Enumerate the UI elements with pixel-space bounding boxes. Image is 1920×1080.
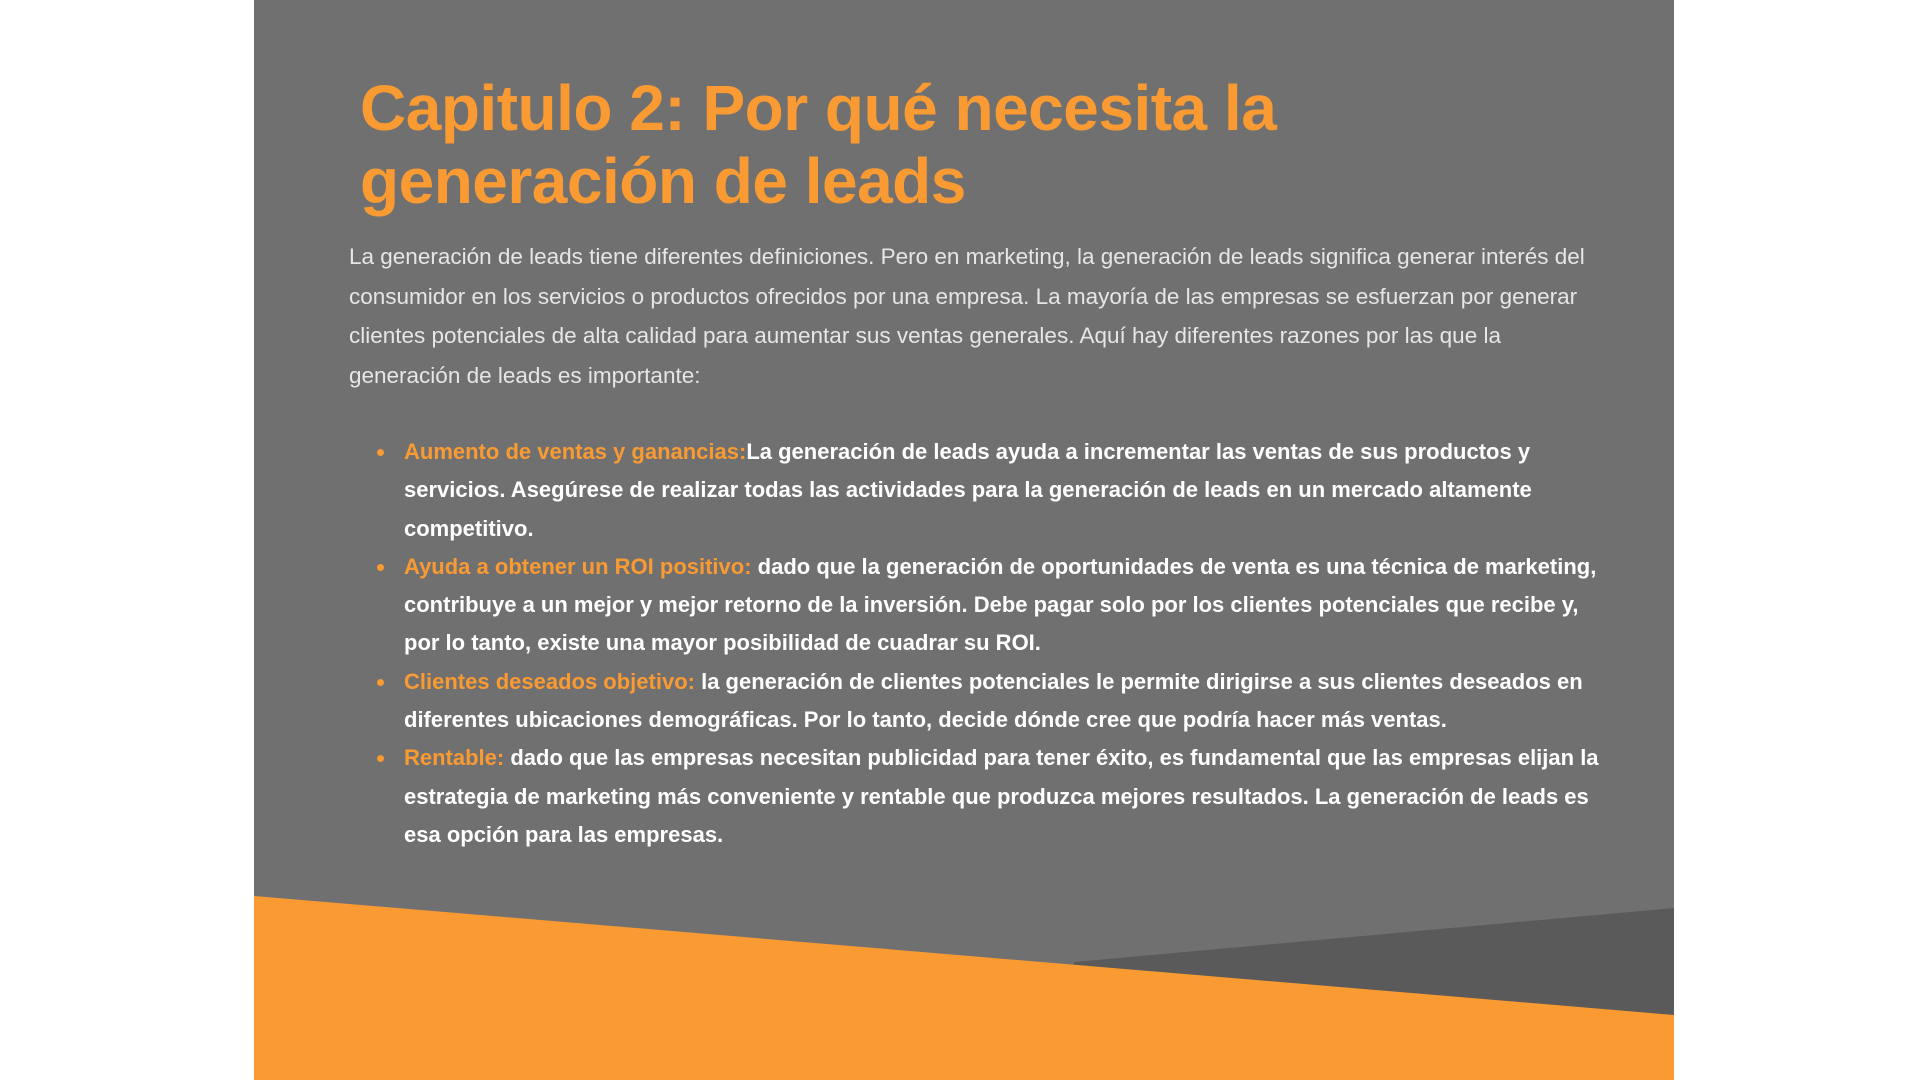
bullet-dot-icon [377, 449, 384, 456]
list-item [349, 548, 1599, 663]
bullet-heading: Rentable: [404, 745, 505, 771]
chapter-title: Capitulo 2: Por qué necesita la generación de leads [360, 72, 1277, 217]
bullet-text: la generación de clientes potenciales le permite dirigirse a sus clientes deseados en diferentes ubicaciones demográficas. Por lo tanto, decide dónde cree que podría hacer más ventas. [404, 668, 1583, 733]
bullet-dot-icon [377, 564, 384, 571]
list-item [349, 739, 1599, 854]
bullet-text: dado que la generación de oportunidades de venta es una técnica de marketing, contribuye a un mejor y mejor retorno de la inversión. Debe pagar solo por los clientes potenciales que recibe y, por lo tanto, existe una mayor posibilidad de cuadrar su ROI. [404, 553, 1597, 656]
bullet-text: dado que las empresas necesitan publicidad para tener éxito, es fundamental que las empresas elijan la estrategia de marketing más conveniente y rentable que produzca mejores resultados. La generación de leads es esa opción para las empresas. [404, 745, 1599, 847]
bullet-dot-icon [377, 679, 384, 686]
list-item [349, 433, 1599, 548]
page-content [254, 0, 1674, 900]
list-item [349, 663, 1599, 740]
bullet-dot-icon [377, 755, 384, 762]
intro-paragraph: La generación de leads tiene diferentes definiciones. Pero en marketing, la generación de leads significa generar interés del consumidor en los servicios o productos ofrecidos por una empresa. La mayoría de las empresas se esfuerzan por generar clientes potenciales de alta calidad para aumentar sus ventas generales. Aquí hay diferentes razones por las que la generación de leads es importante: [349, 244, 1585, 388]
bullet-heading: Clientes deseados objetivo: [404, 668, 695, 694]
bullet-heading: Ayuda a obtener un ROI positivo: [404, 553, 752, 579]
bullet-heading: Aumento de ventas y ganancias: [404, 439, 747, 464]
reasons-list [349, 433, 1599, 854]
bullet-text: La generación de leads ayuda a incrementar las ventas de sus productos y servicios. Asegúrese de realizar todas las actividades para la generación de leads en un mercado altamente competitivo. [404, 439, 1532, 541]
document-page [254, 0, 1674, 1080]
